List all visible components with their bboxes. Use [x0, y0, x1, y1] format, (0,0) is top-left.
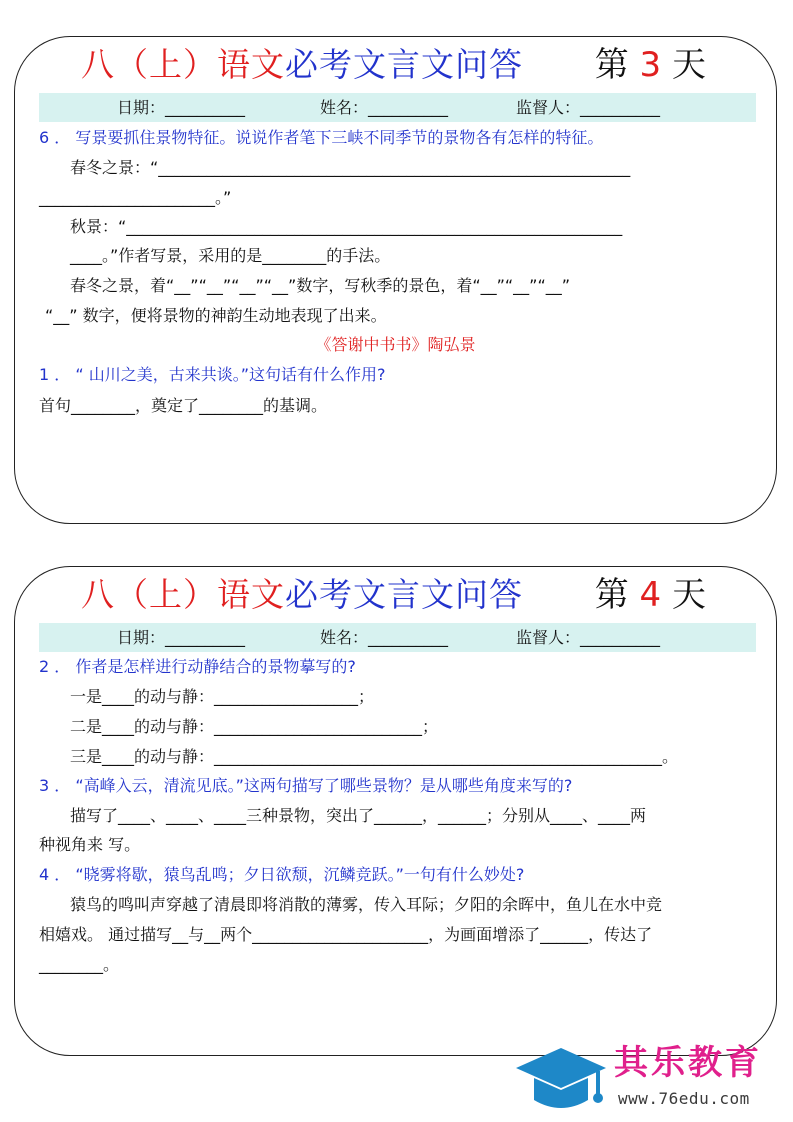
card-title: 八（上）语文必考文言文问答 — [81, 45, 523, 84]
answer-line: ________。 — [39, 955, 120, 974]
day-label: 第 4 天 — [594, 575, 706, 615]
answer-line: ______________________。” — [39, 188, 232, 207]
answer-line: 描写了____、____、____三种景物，突出了______，______；分别从____、____两 — [70, 806, 647, 825]
supervisor-field[interactable]: 监督人：__________ — [516, 628, 661, 647]
graduation-cap-icon — [512, 1040, 610, 1118]
answer-line: 一是____的动与静：__________________； — [70, 687, 375, 706]
day-label: 第 3 天 — [594, 45, 706, 85]
name-field[interactable]: 姓名：__________ — [320, 98, 449, 117]
date-field[interactable]: 日期：__________ — [117, 628, 246, 647]
answer-line: 种视角来 写。 — [39, 835, 141, 854]
card-title: 八（上）语文必考文言文问答 — [81, 575, 523, 614]
worksheet-card-day3 — [14, 36, 777, 524]
question-4: 4 ． “晓雾将歇，猿鸟乱鸣；夕日欲颓，沉鳞竞跃。”一句有什么妙处? — [39, 865, 525, 884]
info-bar — [39, 93, 756, 122]
answer-line: ____。”作者写景，采用的是________的手法。 — [70, 246, 391, 265]
answer-line: 春冬之景：“___________________________________________________________ — [70, 158, 631, 177]
brand-url: www.76edu.com — [618, 1089, 750, 1108]
answer-line: 首句________，奠定了________的基调。 — [39, 396, 328, 415]
name-field[interactable]: 姓名：__________ — [320, 628, 449, 647]
question-6: 6 ． 写景要抓住景物特征。说说作者笔下三峡不同季节的景物各有怎样的特征。 — [39, 128, 604, 147]
worksheet-card-day4 — [14, 566, 777, 1056]
question-3: 3 ． “高峰入云，清流见底。”这两句描写了哪些景物？是从哪些角度来写的? — [39, 776, 573, 795]
answer-line: 二是____的动与静：__________________________； — [70, 717, 439, 736]
answer-line: 相嬉戏。 通过描写__与__两个______________________，为画面增添了______，传达了 — [39, 925, 653, 944]
answer-line: 秋景：“______________________________________________________________ — [70, 217, 623, 236]
brand-name: 其乐教育 — [614, 1043, 762, 1083]
answer-line: “__” 数字，便将景物的神韵生动地表现了出来。 — [45, 306, 387, 325]
answer-line: 猿鸟的鸣叫声穿越了清晨即将消散的薄雾，传入耳际；夕阳的余晖中，鱼儿在水中竞 — [70, 895, 663, 914]
info-bar — [39, 623, 756, 652]
supervisor-field[interactable]: 监督人：__________ — [516, 98, 661, 117]
question-2: 2 ． 作者是怎样进行动静结合的景物摹写的? — [39, 657, 356, 676]
section-heading: 《答谢中书书》陶弘景 — [315, 335, 476, 354]
date-field[interactable]: 日期：__________ — [117, 98, 246, 117]
brand-logo — [512, 1040, 792, 1118]
answer-line: 春冬之景，着“__”“__”“__”“__”数字，写秋季的景色，着“__”“__”“__” — [70, 276, 571, 295]
question-1: 1 ． “ 山川之美，古来共谈。”这句话有什么作用? — [39, 365, 386, 384]
answer-line: 三是____的动与静：________________________________________________________。 — [70, 747, 679, 766]
